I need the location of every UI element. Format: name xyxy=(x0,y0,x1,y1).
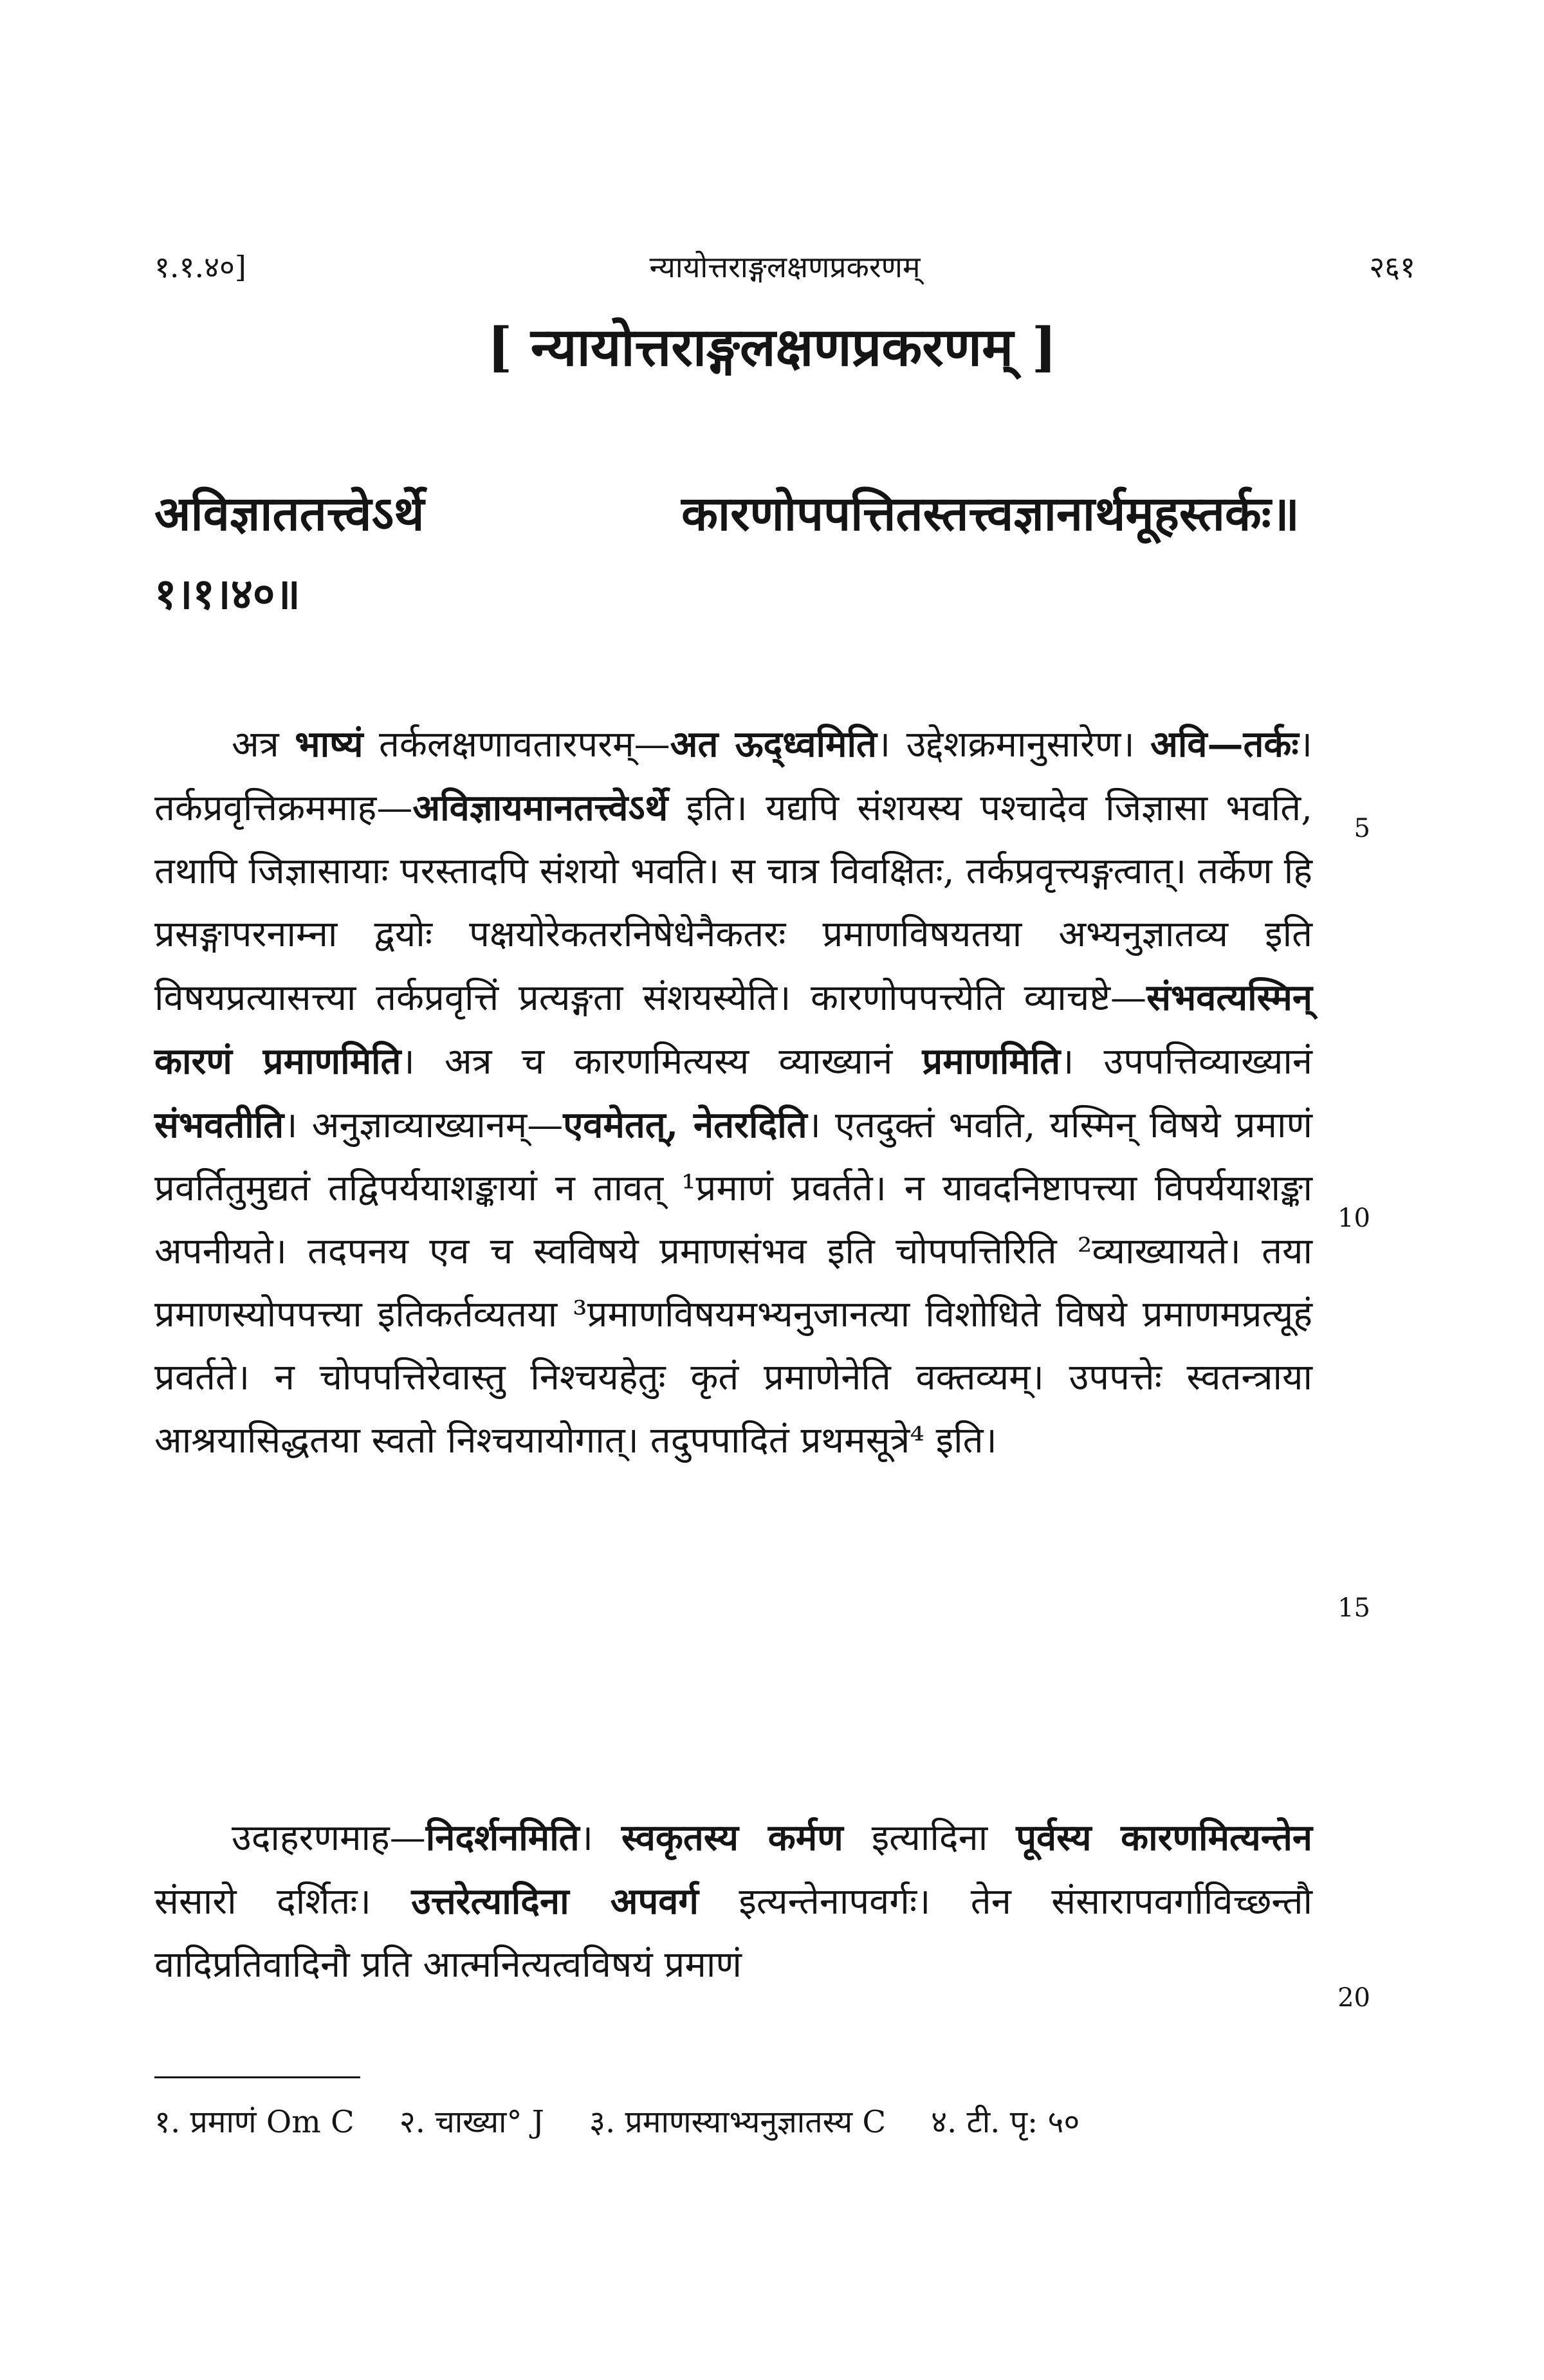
page-number: २६१ xyxy=(1369,250,1415,284)
bold-term: एवमेतत्, नेतरदिति xyxy=(563,1104,807,1146)
commentary-paragraph-1 xyxy=(154,713,1312,1472)
bold-term: अवि—तर्कः xyxy=(1150,723,1299,765)
line-number: 5 xyxy=(1354,814,1370,843)
bold-term: भाष्यं xyxy=(295,723,363,765)
text-run: ।तर्कप्रवृत्तिक्रममाह— xyxy=(154,724,1312,829)
sutra-text: अविज्ञाततत्त्वेऽर्थे कारणोपपत्तितस्तत्त्वज्ञानार्थमूहस्तर्कः॥ xyxy=(154,486,1300,542)
bold-term: स्वकृतस्य कर्मण xyxy=(621,1817,843,1859)
text-run: इत्यादिना xyxy=(843,1817,1016,1859)
text-run: । एतदुक्तं भवति, यस्मिन् विषये प्रमाणं प्रवर्तितुमुद्यतं तद्विपर्ययाशङ्कायां न तावत् ¹प्रमाणं प्रवर्तते। न यावदनिष्टापत्त्या विपर्ययाशङ्का अपनीयते। तदपनय एव च स्वविषये प्रमाणसंभव इति चोपपत्तिरिति ²व्याख्यायते। तया प्रमाणस्योपपत्त्या इतिकर्तव्यतया ³प्रमाणविषयमभ्यनुजानत्या विशोधिते विषये प्रमाणमप्रत्यूहं प्रवर्तते। न चोपपत्तिरेवास्तु निश्चयहेतुः कृतं प्रमाणेनेति वक्तव्यम्। उपपत्तेः स्वतन्त्राया आश्रयासिद्धतया स्वतो निश्चयायोगात्। तदुपपादितं प्रथमसूत्रे⁴ इति। xyxy=(154,1104,1312,1461)
bold-term: अविज्ञायमानतत्त्वेऽर्थे xyxy=(412,787,668,829)
commentary-paragraph-2 xyxy=(154,1806,1312,1997)
section-title: [ न्यायोत्तराङ्गलक्षणप्रकरणम् ] xyxy=(487,316,1057,378)
text-run: इत्यन्तेनापवर्गः। तेन संसारापवर्गाविच्छन्तौ वादिप्रतिवादिनौ प्रति आत्मनित्यत्वविषयं प्रमाणं xyxy=(154,1881,1312,1986)
line-number: 15 xyxy=(1337,1593,1370,1623)
sutra-number: १।१।४०॥ xyxy=(154,569,300,619)
running-head xyxy=(154,248,1415,286)
bold-term: पूर्वस्य कारणमित्यन्तेन xyxy=(1016,1817,1312,1859)
footnotes xyxy=(154,2096,1300,2148)
text-run: तर्कलक्षणावतारपरम्— xyxy=(363,724,670,765)
text-run: । उद्देशक्रमानुसारेण। xyxy=(876,724,1151,765)
bold-term: प्रमाणमिति xyxy=(922,1040,1061,1083)
line-number: 10 xyxy=(1337,1204,1370,1233)
text-run: । उपपत्तिव्याख्यानं xyxy=(1060,1041,1312,1083)
footnote-4: ४. टी. पृ: ५० xyxy=(931,2104,1080,2140)
footnote-2: २. चाख्या° J xyxy=(399,2104,544,2140)
text-run: । अनुज्ञाव्याख्यानम्— xyxy=(284,1104,564,1146)
bold-term: निदर्शनमिति xyxy=(425,1817,580,1859)
text-run: । xyxy=(579,1817,621,1859)
text-run: । अत्र च कारणमित्यस्य व्याख्यानं xyxy=(401,1041,923,1083)
text-run: अत्र xyxy=(232,724,295,765)
text-run: संसारो दर्शितः। xyxy=(154,1881,412,1923)
running-title: न्यायोत्तराङ्गलक्षणप्रकरणम् xyxy=(649,250,921,284)
line-number: 20 xyxy=(1337,1983,1370,2013)
text-run: इति। यद्यपि संशयस्य पश्चादेव जिज्ञासा भवति, तथापि जिज्ञासायाः परस्तादपि संशयो भवति। स चात्र विवक्षितः, तर्कप्रवृत्त्यङ्गत्वात्। तर्केण हि प्रसङ्गापरनाम्ना द्वयोः पक्षयोरेकतरनिषेधेनैकतरः प्रमाणविषयतया अभ्यनुज्ञातव्य इति विषयप्रत्यासत्त्या तर्कप्रवृत्तिं प्रत्यङ्गता संशयस्येति। कारणोपपत्त्येति व्याचष्टे— xyxy=(154,787,1312,1019)
bold-term: संभवत्यस्मिन् कारणं प्रमाणमिति xyxy=(154,976,1312,1083)
footnote-3: ३. प्रमाणस्याभ्यनुज्ञातस्य C xyxy=(589,2104,887,2140)
text-run: उदाहरणमाह— xyxy=(232,1817,426,1859)
footnote-1: १. प्रमाणं Om C xyxy=(154,2104,354,2140)
bold-term: अत ऊद्ध्वमिति xyxy=(670,723,877,765)
bold-term: संभवतीति xyxy=(154,1104,284,1146)
footnote-divider xyxy=(154,2076,360,2078)
section-reference: १.१.४०] xyxy=(154,250,246,284)
bold-term: उत्तरेत्यादिना अपवर्ग xyxy=(411,1880,699,1923)
